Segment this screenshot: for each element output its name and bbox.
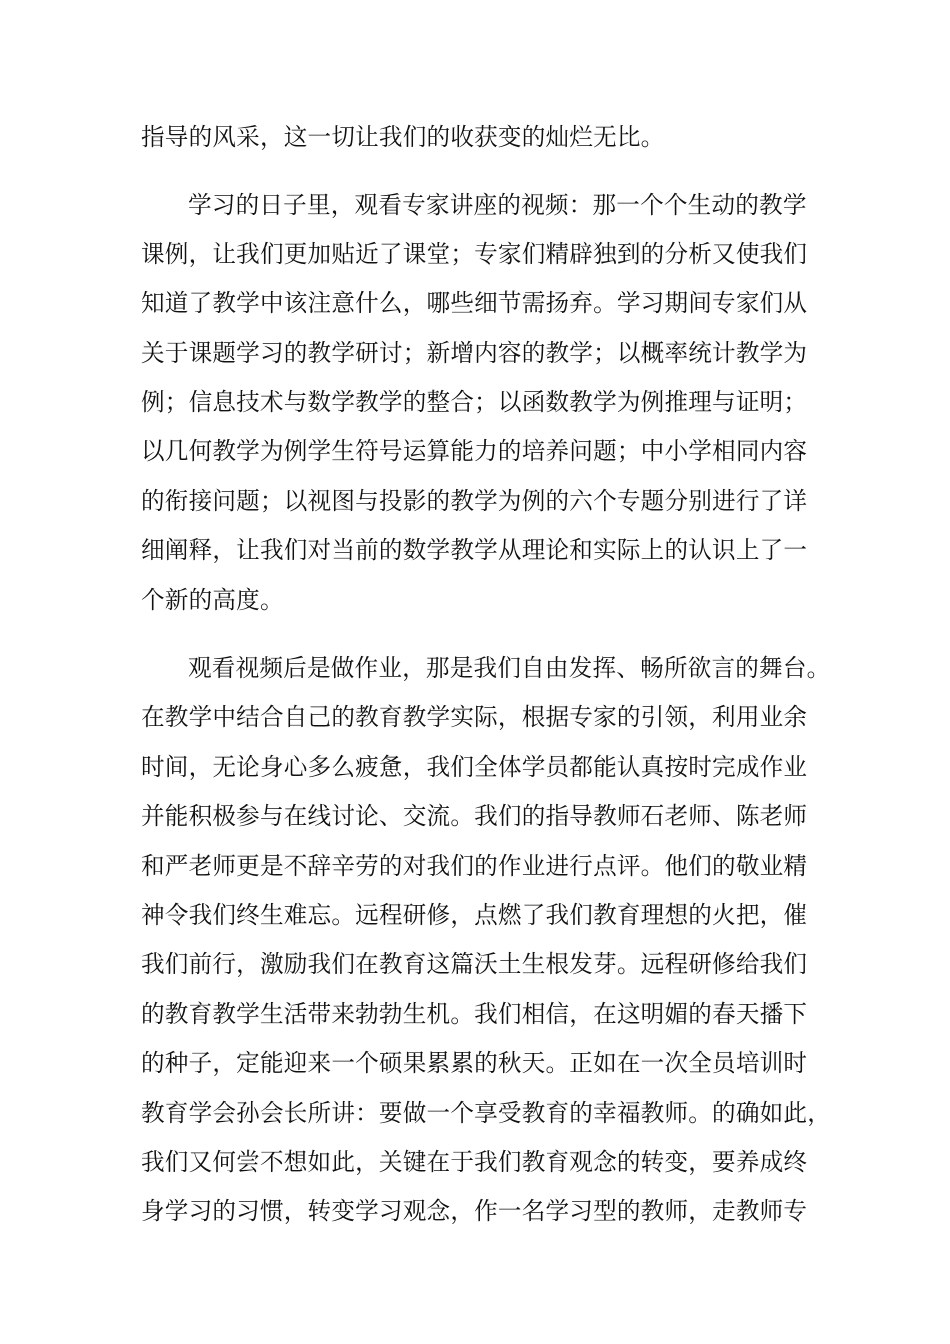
text-line: 时间，无论身心多么疲惫，我们全体学员都能认真按时完成作业 — [141, 753, 808, 781]
paragraph-first-line: 观看视频后是做作业，那是我们自由发挥、畅所欲言的舞台。 — [188, 654, 831, 682]
text-line: 细阐释，让我们对当前的数学教学从理论和实际上的认识上了一 — [141, 536, 808, 564]
text-line: 关于课题学习的教学研讨；新增内容的教学；以概率统计教学为 — [141, 339, 808, 367]
text-line: 神令我们终生难忘。远程研修，点燃了我们教育理想的火把，催 — [141, 901, 808, 929]
text-line: 知道了教学中该注意什么，哪些细节需扬弃。学习期间专家们从 — [141, 289, 808, 317]
text-line: 个新的高度。 — [141, 586, 284, 614]
text-line: 的教育教学生活带来勃勃生机。我们相信，在这明媚的春天播下 — [141, 1000, 808, 1028]
text-line: 教育学会孙会长所讲：要做一个享受教育的幸福教师。的确如此， — [141, 1099, 832, 1127]
text-line: 在教学中结合自己的教育教学实际，根据专家的引领，利用业余 — [141, 703, 808, 731]
text-line: 的种子，定能迎来一个硕果累累的秋天。正如在一次全员培训时 — [141, 1049, 808, 1077]
text-line: 我们前行，激励我们在教育这篇沃土生根发芽。远程研修给我们 — [141, 950, 808, 978]
text-line: 我们又何尝不想如此，关键在于我们教育观念的转变，要养成终 — [141, 1148, 808, 1176]
text-line: 指导的风采，这一切让我们的收获变的灿烂无比。 — [141, 123, 665, 151]
text-line: 以几何教学为例学生符号运算能力的培养问题；中小学相同内容 — [141, 437, 808, 465]
text-line: 并能积极参与在线讨论、交流。我们的指导教师石老师、陈老师 — [141, 802, 808, 830]
text-line: 和严老师更是不辞辛劳的对我们的作业进行点评。他们的敬业精 — [141, 852, 808, 880]
text-line: 身学习的习惯，转变学习观念，作一名学习型的教师，走教师专 — [141, 1197, 808, 1225]
text-line: 课例，让我们更加贴近了课堂；专家们精辟独到的分析又使我们 — [141, 240, 808, 268]
text-line: 的衔接问题；以视图与投影的教学为例的六个专题分别进行了详 — [141, 487, 808, 515]
paragraph-first-line: 学习的日子里，观看专家讲座的视频：那一个个生动的教学 — [188, 191, 807, 219]
text-line: 例；信息技术与数学教学的整合；以函数教学为例推理与证明； — [141, 388, 808, 416]
